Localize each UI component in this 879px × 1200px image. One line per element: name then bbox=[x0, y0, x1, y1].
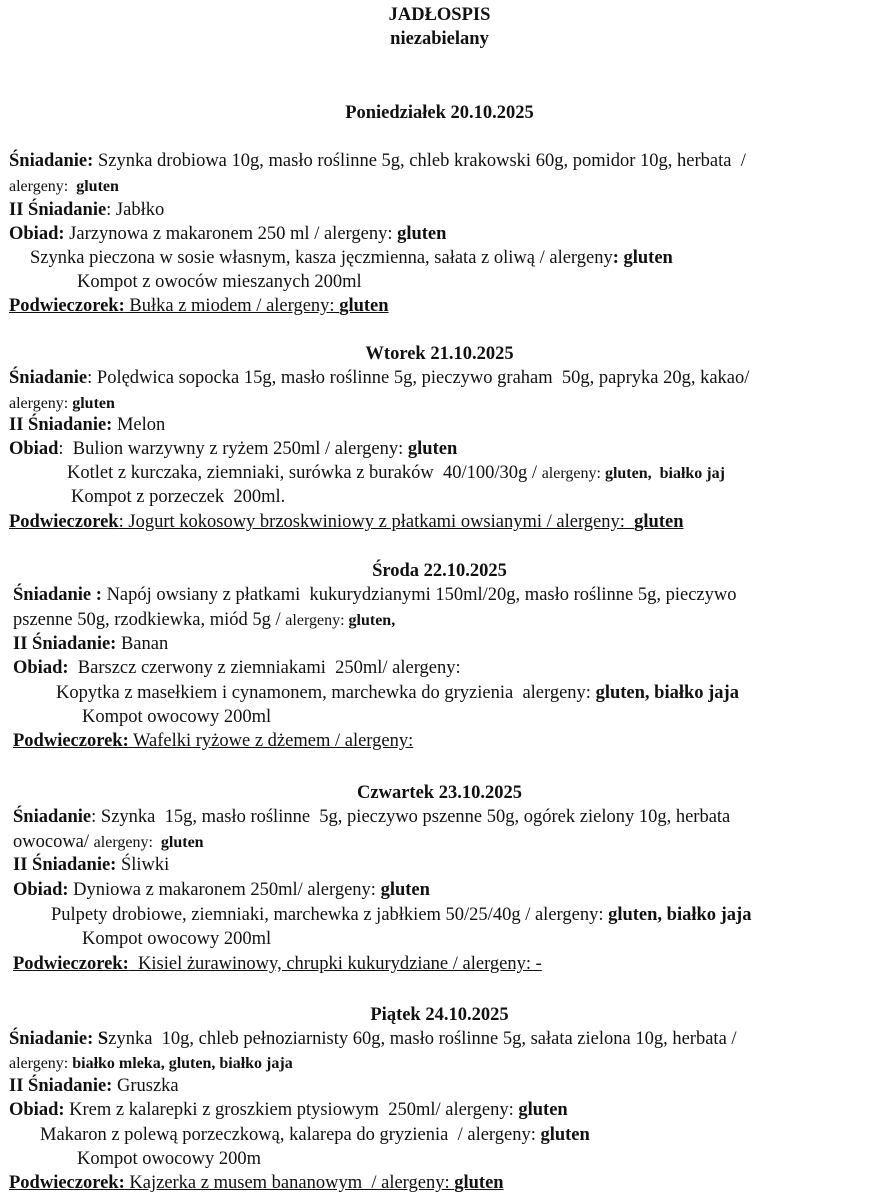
meal-text: Napój owsiany z płatkami kukurydzianymi 150ml/20g, masło roślinne 5g, pieczywo bbox=[101, 585, 737, 605]
lunch-main-course-line bbox=[51, 904, 751, 926]
meal-label: Śniadanie bbox=[9, 368, 88, 388]
meal-text: Bułka z miodem / alergeny: bbox=[124, 296, 340, 316]
allergens-line bbox=[9, 392, 115, 415]
allergen-value: gluten bbox=[454, 1173, 504, 1193]
meal-label: II Śniadanie: bbox=[9, 415, 113, 435]
meal-label: II Śniadanie: bbox=[13, 634, 117, 654]
allergen-value: gluten bbox=[339, 296, 389, 316]
meal-text: Kotlet z kurczaka, ziemniaki, surówka z buraków 40/100/30g / bbox=[67, 463, 542, 483]
allergen-label: alergeny: bbox=[541, 465, 605, 482]
lunch-drink-line bbox=[82, 706, 271, 728]
meal-text: Dyniowa z makaronem 250ml/ alergeny: bbox=[68, 880, 381, 900]
afternoon-snack-line bbox=[13, 953, 542, 975]
day-heading-monday: Poniedziałek 20.10.2025 bbox=[345, 103, 534, 123]
meal-text: Kompot owocowy 200ml bbox=[82, 929, 272, 949]
meal-text: : Bulion warzywny z ryżem 250ml / alergeny: bbox=[58, 439, 408, 459]
allergen-value: gluten bbox=[76, 178, 119, 195]
allergen-value: gluten bbox=[380, 880, 430, 900]
allergen-value: gluten bbox=[634, 512, 684, 532]
allergen-value: gluten bbox=[540, 1125, 590, 1145]
afternoon-snack-line bbox=[9, 295, 389, 317]
meal-text: pszenne 50g, rzodkiewka, miód 5g / bbox=[13, 610, 286, 630]
allergens-line bbox=[13, 609, 395, 632]
meal-label: Obiad bbox=[9, 439, 59, 459]
afternoon-snack-line bbox=[9, 511, 684, 533]
meal-label: Śniadanie bbox=[13, 807, 92, 827]
meal-text: : Jabłko bbox=[106, 200, 165, 220]
lunch-main-course-line bbox=[67, 462, 725, 485]
meal-label: II Śniadanie bbox=[9, 200, 107, 220]
meal-text: Krem z kalarepki z groszkiem ptysiowym 250ml/ alergeny: bbox=[64, 1100, 519, 1120]
meal-text: Jarzynowa z makaronem 250 ml / alergeny: bbox=[64, 224, 398, 244]
menu-subtitle: niezabielany bbox=[390, 29, 489, 49]
meal-label: Podwieczorek bbox=[9, 512, 119, 532]
lunch-line bbox=[9, 438, 457, 460]
meal-text: Pulpety drobiowe, ziemniaki, marchewka z jabłkiem 50/25/40g / alergeny: bbox=[51, 905, 609, 925]
second-breakfast-line bbox=[9, 199, 164, 221]
lunch-drink-line bbox=[77, 1148, 261, 1170]
breakfast-line bbox=[13, 584, 736, 606]
second-breakfast-line bbox=[9, 414, 165, 436]
meal-text: Wafelki ryżowe z dżemem / alergeny: bbox=[128, 731, 414, 751]
allergen-value: : gluten bbox=[612, 248, 673, 268]
allergen-value: gluten bbox=[518, 1100, 568, 1120]
meal-text: Kisiel żurawinowy, chrupki kukurydziane / alergeny: - bbox=[128, 954, 542, 974]
allergen-label: alergeny: bbox=[285, 612, 349, 629]
meal-label: Podwieczorek: bbox=[13, 731, 129, 751]
allergen-value: gluten bbox=[407, 439, 458, 459]
allergen-value: gluten, białko jaja bbox=[608, 905, 752, 925]
meal-text: alergeny: bbox=[9, 178, 77, 195]
allergen-value: gluten bbox=[160, 834, 204, 851]
meal-label: II Śniadanie: bbox=[13, 855, 117, 875]
meal-label: Podwieczorek: bbox=[9, 296, 125, 316]
lunch-drink-line bbox=[77, 271, 362, 293]
lunch-main-course-line bbox=[56, 682, 739, 704]
day-heading-friday: Piątek 24.10.2025 bbox=[370, 1005, 509, 1025]
meal-label: Śniadanie: bbox=[9, 151, 94, 171]
meal-text: Szynka drobiowa 10g, masło roślinne 5g, chleb krakowski 60g, pomidor 10g, herbata / bbox=[93, 151, 746, 171]
meal-label: II Śniadanie: bbox=[9, 1076, 113, 1096]
allergens-line bbox=[9, 1052, 293, 1075]
allergens-line bbox=[9, 175, 119, 198]
second-breakfast-line bbox=[13, 854, 169, 876]
meal-label: Podwieczorek: bbox=[13, 954, 129, 974]
breakfast-line bbox=[9, 367, 749, 389]
meal-label: Obiad: bbox=[13, 880, 69, 900]
meal-text: owocowa/ bbox=[13, 832, 94, 852]
meal-label: Obiad: bbox=[9, 1100, 65, 1120]
meal-label: Podwieczorek: bbox=[9, 1173, 125, 1193]
meal-text: : Jogurt kokosowy brzoskwiniowy z płatkami owsianymi / alergeny: bbox=[118, 512, 635, 532]
lunch-drink-line bbox=[71, 486, 285, 508]
menu-title: JADŁOSPIS bbox=[388, 5, 491, 25]
meal-text: Kompot owocowy 200m bbox=[77, 1149, 261, 1169]
meal-text: : Polędwica sopocka 15g, masło roślinne 5g, pieczywo graham 50g, papryka 20g, kakao/ bbox=[87, 368, 750, 388]
day-heading-wednesday: Środa 22.10.2025 bbox=[372, 561, 507, 581]
meal-text: Kajzerka z musem bananowym / alergeny: bbox=[124, 1173, 455, 1193]
meal-text: Kopytka z masełkiem i cynamonem, marchewka do gryzienia alergeny: bbox=[56, 683, 596, 703]
second-breakfast-line bbox=[9, 1075, 179, 1097]
meal-text: Kompot z porzeczek 200ml. bbox=[71, 487, 286, 507]
breakfast-line bbox=[9, 1028, 737, 1050]
allergens-line bbox=[13, 831, 204, 854]
meal-label: Obiad: bbox=[9, 224, 65, 244]
meal-text: Banan bbox=[116, 634, 169, 654]
afternoon-snack-line bbox=[13, 730, 413, 752]
meal-label: Obiad: bbox=[13, 658, 69, 678]
meal-text: Gruszka bbox=[112, 1076, 179, 1096]
lunch-line bbox=[13, 657, 461, 679]
breakfast-line bbox=[13, 806, 730, 828]
allergen-value: gluten bbox=[397, 224, 447, 244]
allergen-value: gluten, białko jaj bbox=[604, 465, 725, 482]
meal-text: Melon bbox=[112, 415, 166, 435]
meal-text: zynka 10g, chleb pełnoziarnisty 60g, masło roślinne 5g, sałata zielona 10g, herbata / bbox=[108, 1029, 737, 1049]
second-breakfast-line bbox=[13, 633, 168, 655]
meal-text: Kompot z owoców mieszanych 200ml bbox=[77, 272, 362, 292]
meal-text: Szynka pieczona w sosie własnym, kasza jęczmienna, sałata z oliwą / alergeny bbox=[30, 248, 613, 268]
afternoon-snack-line bbox=[9, 1172, 504, 1194]
breakfast-line bbox=[9, 150, 746, 172]
lunch-drink-line bbox=[82, 928, 271, 950]
allergen-label: alergeny: bbox=[93, 834, 161, 851]
meal-text: alergeny: bbox=[9, 395, 73, 412]
day-heading-tuesday: Wtorek 21.10.2025 bbox=[365, 344, 514, 364]
allergen-value: białko mleka, gluten, białko jaja bbox=[72, 1055, 293, 1072]
lunch-main-course-line bbox=[40, 1124, 590, 1146]
meal-text: Kompot owocowy 200ml bbox=[82, 707, 272, 727]
meal-label: Śniadanie : bbox=[13, 585, 102, 605]
meal-label: Śniadanie: S bbox=[9, 1029, 109, 1049]
meal-text: : Szynka 15g, masło roślinne 5g, pieczywo pszenne 50g, ogórek zielony 10g, herbata bbox=[91, 807, 731, 827]
allergen-value: gluten bbox=[72, 395, 115, 412]
allergen-value: gluten, bbox=[348, 612, 396, 629]
meal-text: alergeny: bbox=[9, 1055, 73, 1072]
meal-text: Śliwki bbox=[116, 855, 170, 875]
allergen-value: gluten, białko jaja bbox=[595, 683, 739, 703]
lunch-line bbox=[9, 1099, 568, 1121]
day-heading-thursday: Czwartek 23.10.2025 bbox=[357, 783, 522, 803]
meal-text: Barszcz czerwony z ziemniakami 250ml/ alergeny: bbox=[68, 658, 461, 678]
lunch-main-course-line bbox=[30, 247, 673, 269]
lunch-line bbox=[13, 879, 430, 901]
lunch-line bbox=[9, 223, 446, 245]
meal-text: Makaron z polewą porzeczkową, kalarepa do gryzienia / alergeny: bbox=[40, 1125, 541, 1145]
